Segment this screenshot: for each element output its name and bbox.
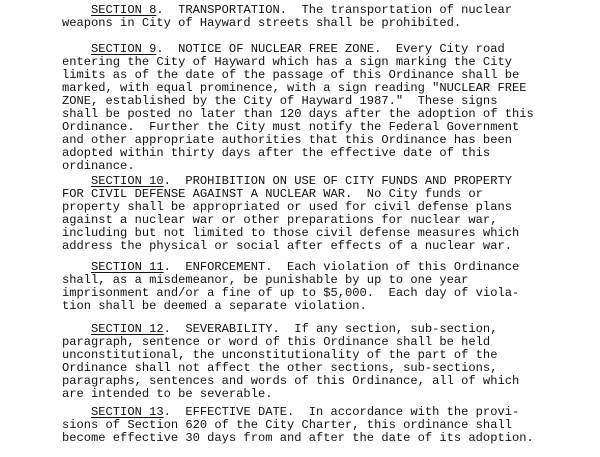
section-8-line-1: SECTION 8. TRANSPORTATION. The transportation of nuclear: [91, 3, 512, 17]
section-10-line-1: SECTION 10. PROHIBITION ON USE OF CITY FUNDS AND PROPERTY: [91, 174, 512, 188]
section-10-line-2: FOR CIVIL DEFENSE AGAINST A NUCLEAR WAR. No City funds or: [62, 187, 483, 202]
section-8: [62, 4, 592, 30]
section-8-line-2: weapons in City of Hayward streets shall be prohibited.: [62, 16, 462, 31]
section-11-line-3: imprisonment and/or a fine of up to $5,000. Each day of viola-: [62, 286, 520, 301]
section-11-line-4: tion shall be deemed a separate violation.: [62, 299, 367, 314]
section-13-heading: SECTION 13: [91, 405, 164, 419]
section-9-line-6: shall be posted no later than 120 days after the adoption of this: [62, 107, 534, 122]
section-13: [62, 406, 592, 445]
section-10-heading: SECTION 10: [91, 174, 164, 188]
section-12-line-2: paragraph, sentence or word of this Ordinance shall be held: [62, 335, 491, 350]
section-10-line-6: address the physical or social after effects of a nuclear war.: [62, 239, 512, 254]
section-11: [62, 261, 592, 313]
section-12-line-5: paragraphs, sentences and words of this Ordinance, all of which: [62, 374, 520, 389]
section-10-line-5: including but not limited to those civil defense measures which: [62, 226, 520, 241]
section-11-line-1: SECTION 11. ENFORCEMENT. Each violation of this Ordinance: [91, 260, 520, 274]
section-9-line-1: SECTION 9. NOTICE OF NUCLEAR FREE ZONE. Every City road: [91, 42, 505, 56]
section-12-heading: SECTION 12: [91, 322, 164, 336]
section-9-line-9: adopted within thirty days after the effective date of this: [62, 146, 491, 161]
section-9-line-10: ordinance.: [62, 159, 135, 174]
section-10-line-4: against a nuclear war or other preparations for nuclear war,: [62, 213, 498, 228]
section-13-line-1: SECTION 13. EFFECTIVE DATE. In accordance with the provi-: [91, 405, 520, 419]
section-9-line-2: entering the City of Hayward which has a sign marking the City: [62, 55, 512, 70]
section-8-heading: SECTION 8: [91, 3, 157, 17]
section-12-line-4: Ordinance shall not affect the other sections, sub-sections,: [62, 361, 498, 376]
section-9-line-5: ZONE, established by the City of Hayward 1987." These signs: [62, 94, 498, 109]
section-11-line-2: shall, as a misdemeanor, be punishable by up to one year: [62, 273, 469, 288]
section-9: [62, 43, 592, 173]
section-9-line-4: marked, with equal prominence, with a sign reading "NUCLEAR FREE: [62, 81, 527, 96]
section-9-line-8: and other appropriate authorities that this Ordinance has been: [62, 133, 512, 148]
section-13-line-3: become effective 30 days from and after the date of its adoption.: [62, 431, 534, 446]
section-13-line-2: sions of Section 620 of the City Charter, this ordinance shall: [62, 418, 512, 433]
section-10: [62, 175, 592, 253]
section-12-line-6: are intended to be severable.: [62, 387, 273, 402]
section-9-line-7: Ordinance. Further the City must notify the Federal Government: [62, 120, 520, 135]
section-12: [62, 323, 592, 401]
section-11-heading: SECTION 11: [91, 260, 164, 274]
section-9-line-3: limits as of the date of the passage of this Ordinance shall be: [62, 68, 520, 83]
section-12-line-3: unconstitutional, the unconstitutionality of the part of the: [62, 348, 498, 363]
section-9-heading: SECTION 9: [91, 42, 157, 56]
section-12-line-1: SECTION 12. SEVERABILITY. If any section, sub-section,: [91, 322, 498, 336]
section-10-line-3: property shall be appropriated or used for civil defense plans: [62, 200, 512, 215]
